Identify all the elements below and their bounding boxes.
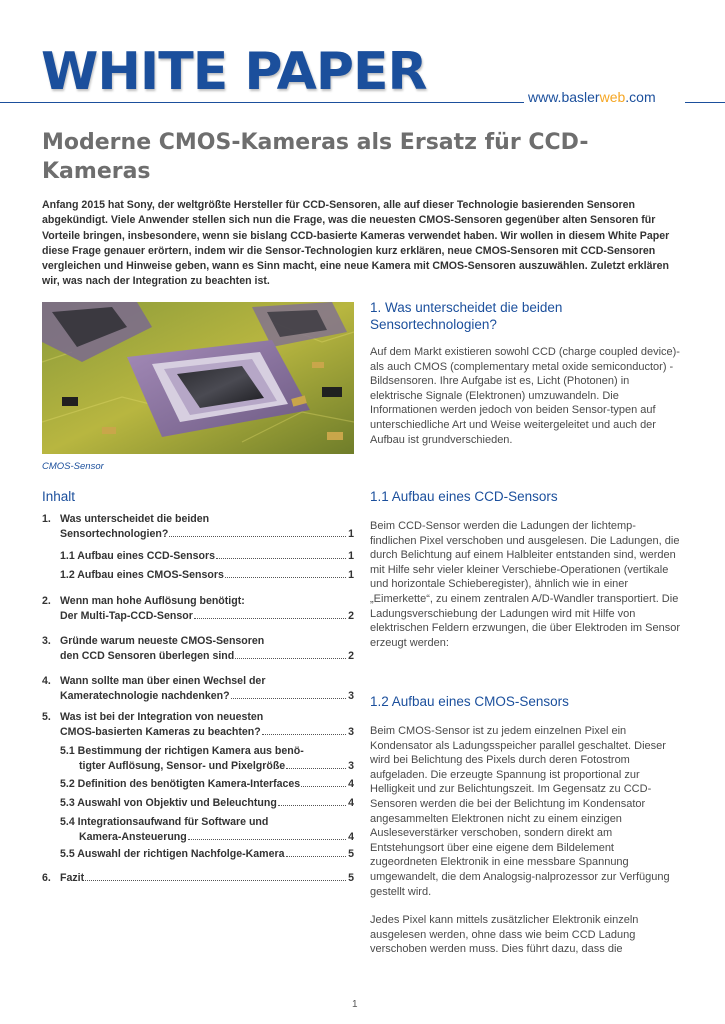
website-link-prefix: www.basler	[528, 89, 600, 105]
toc-entry-title: Wenn man hohe Auflösung benötigt:	[60, 595, 245, 607]
toc-leader-dots	[262, 734, 346, 735]
toc-page-number: 1	[348, 528, 354, 540]
toc-entry-title-cont: den CCD Sensoren überlegen sind	[60, 650, 235, 662]
intro-paragraph: Anfang 2015 hat Sony, der weltgrößte Hersteller für CCD-Sensoren, alle auf dieser Technologie basierenden Sensoren abgekündigt. Viele Anwender stellen sich nun die Frage, was die neuesten CMOS-Sensoren gegenüber alten Sensoren für Vorteile bringen, insbesondere, wenn sie bislang CCD-basierte Kameras verwendet haben. Wir wollen in diesem White Paper diese Frage genauer erörtern, indem wir die Sensor-Technologien kurz erklären, neue CMOS-Sensoren mit CCD-Sensoren vergleichen und Hinweise geben, wann es Sinn macht, eine neue Kamera mit CMOS-Sensoren auszuwählen. Zuletzt erklären wir, was nach der Integration zu beachten ist.	[42, 199, 670, 288]
toc-entry-title-cont: CMOS-basierten Kameras zu beachten?	[60, 726, 261, 738]
website-link-highlight: web	[599, 89, 626, 105]
toc-entry-title: 5.2 Definition des benötigten Kamera-Interfaces	[60, 778, 301, 790]
toc-leader-dots	[169, 536, 346, 537]
toc-page-number: 4	[348, 797, 354, 809]
toc-leader-dots	[278, 805, 346, 806]
header-rule	[0, 102, 524, 103]
section-1-1-heading: 1.1 Aufbau eines CCD-Sensors	[370, 489, 558, 504]
section-1-1-text: Beim CCD-Sensor werden die Ladungen der lichtemp-findlichen Pixel verschoben und ausgelesen. Die Ladungen, die durch Belichtung auf einem Halbleiter entstanden sind, werden mit Hilfe sehr vieler kleiner Verschiebe-Operationen (vertikale und horizontale Schieberegister), ähnlich wie in einer „Eimerkette“, zu einem zentralen A/D-Wandler transportiert. Die Ladungsverschiebung der Ladungen wird mit Hilfe von elektrischen Feldern erzwungen, die über Elektroden im Sensor erzeugt werden:	[370, 520, 680, 649]
toc-leader-dots	[194, 618, 346, 619]
toc-entry-number: 5.	[42, 711, 51, 723]
toc-entry-title: Was unterscheidet die beiden	[60, 513, 210, 525]
main-heading: Moderne CMOS-Kameras als Ersatz für CCD-Kameras	[42, 130, 589, 184]
toc-page-number: 5	[348, 848, 354, 860]
toc-entry-title: 5.1 Bestimmung der richtigen Kamera aus benö-	[60, 745, 304, 757]
toc-leader-dots	[286, 768, 346, 769]
toc-entry-title-cont: tigter Auflösung, Sensor- und Pixelgröße	[79, 760, 286, 772]
toc-entry-title: 5.3 Auswahl von Objektiv und Beleuchtung	[60, 797, 277, 809]
toc-leader-dots	[216, 558, 346, 559]
page-header	[0, 0, 725, 110]
section-1-text: Auf dem Markt existieren sowohl CCD (charge coupled device)- als auch CMOS (complementary metal oxide semiconductor) - Bildsensoren. Ihre Aufgabe ist es, Licht (Photonen) in elektrische Signale (Elektronen) umzuwandeln. Die Informationen werden jedoch von beiden Sensor-typen auf unterschiedliche Art und Weise weitergeleitet und auch der Aufbau ist grundverschieden.	[370, 346, 680, 446]
cmos-sensor-photo	[42, 302, 354, 454]
header-rule-right	[685, 102, 725, 103]
toc-entry-title-cont: Kameratechnologie nachdenken?	[60, 690, 230, 702]
toc-heading: Inhalt	[42, 489, 76, 504]
toc-page-number: 1	[348, 550, 354, 562]
toc-entry-number: 3.	[42, 635, 51, 647]
figure-caption: CMOS-Sensor	[42, 461, 104, 472]
toc-entry-title: Fazit	[60, 872, 85, 884]
toc-page-number: 3	[348, 690, 354, 702]
toc-entry-title: Wann sollte man über einen Wechsel der	[60, 675, 266, 687]
toc-entry-title-cont: Kamera-Ansteuerung	[79, 831, 187, 843]
toc-entry-title: 1.1 Aufbau eines CCD-Sensors	[60, 550, 216, 562]
toc-entry-title: Was ist bei der Integration von neuesten	[60, 711, 264, 723]
toc-leader-dots	[231, 698, 347, 699]
toc-page-number: 3	[348, 726, 354, 738]
toc-entry-number: 1.	[42, 513, 51, 525]
section-1-2-heading: 1.2 Aufbau eines CMOS-Sensors	[370, 694, 569, 709]
toc-leader-dots	[301, 786, 346, 787]
section-1-2-text: Beim CMOS-Sensor ist zu jedem einzelnen Pixel ein Kondensator als Ladungsspeicher parallel geschaltet. Dieser wird bei Belichtung des Pixels durch deren Fotostrom aufgeladen. Die erzeugte Spannung ist proportional zur Helligkeit und zur Belichtungszeit. Im Gegensatz zu CCD-Sensoren werden die bei der Belichtung im Kondensator angesammelten Elektronen nicht zu einem einzigen Ausleseverstärker verschoben, sondern direkt am Entstehungsort über eine eigene dem Bildelement zugeordneten Elektronik in eine messbare Spannung umgewandelt, die dem Analogsig-nalprozessor zur Verfügung gestellt wird.	[370, 725, 670, 898]
toc-entry-number: 2.	[42, 595, 51, 607]
toc-page-number: 5	[348, 872, 354, 884]
toc-leader-dots	[85, 880, 346, 881]
toc-entry-title: 1.2 Aufbau eines CMOS-Sensors	[60, 569, 224, 581]
section-1-2-text-continued: Jedes Pixel kann mittels zusätzlicher Elektronik einzeln ausgelesen werden, ohne dass wie beim CCD Ladung verschoben werden muss. Dies führt dazu, dass die	[370, 914, 639, 956]
toc-page-number: 4	[348, 831, 354, 843]
toc-entry-title: 5.4 Integrationsaufwand für Software und	[60, 816, 269, 828]
toc-entry-title-cont: Sensortechnologien?	[60, 528, 169, 540]
cmos-sensor-illustration	[42, 302, 354, 454]
toc-page-number: 4	[348, 778, 354, 790]
toc-entry-title: 5.5 Auswahl der richtigen Nachfolge-Kamera	[60, 848, 285, 860]
toc-entry-title: Gründe warum neueste CMOS-Sensoren	[60, 635, 265, 647]
section-1-heading: 1. Was unterscheidet die beiden Sensortechnologien?	[370, 300, 563, 332]
toc-entry-title-cont: Der Multi-Tap-CCD-Sensor	[60, 610, 193, 622]
website-link-suffix: .com	[625, 89, 656, 105]
toc-leader-dots	[286, 856, 347, 857]
toc-page-number: 2	[348, 610, 354, 622]
toc-leader-dots	[225, 577, 346, 578]
toc-page-number: 3	[348, 760, 354, 772]
toc-leader-dots	[235, 658, 346, 659]
website-link[interactable]	[528, 89, 656, 105]
white-paper-title: WHITE PAPER	[41, 42, 427, 102]
toc-entry-number: 4.	[42, 675, 51, 687]
toc-entry-number: 6.	[42, 872, 51, 884]
page-number: 1	[352, 999, 358, 1010]
toc-page-number: 1	[348, 569, 354, 581]
toc-leader-dots	[188, 839, 346, 840]
toc-page-number: 2	[348, 650, 354, 662]
